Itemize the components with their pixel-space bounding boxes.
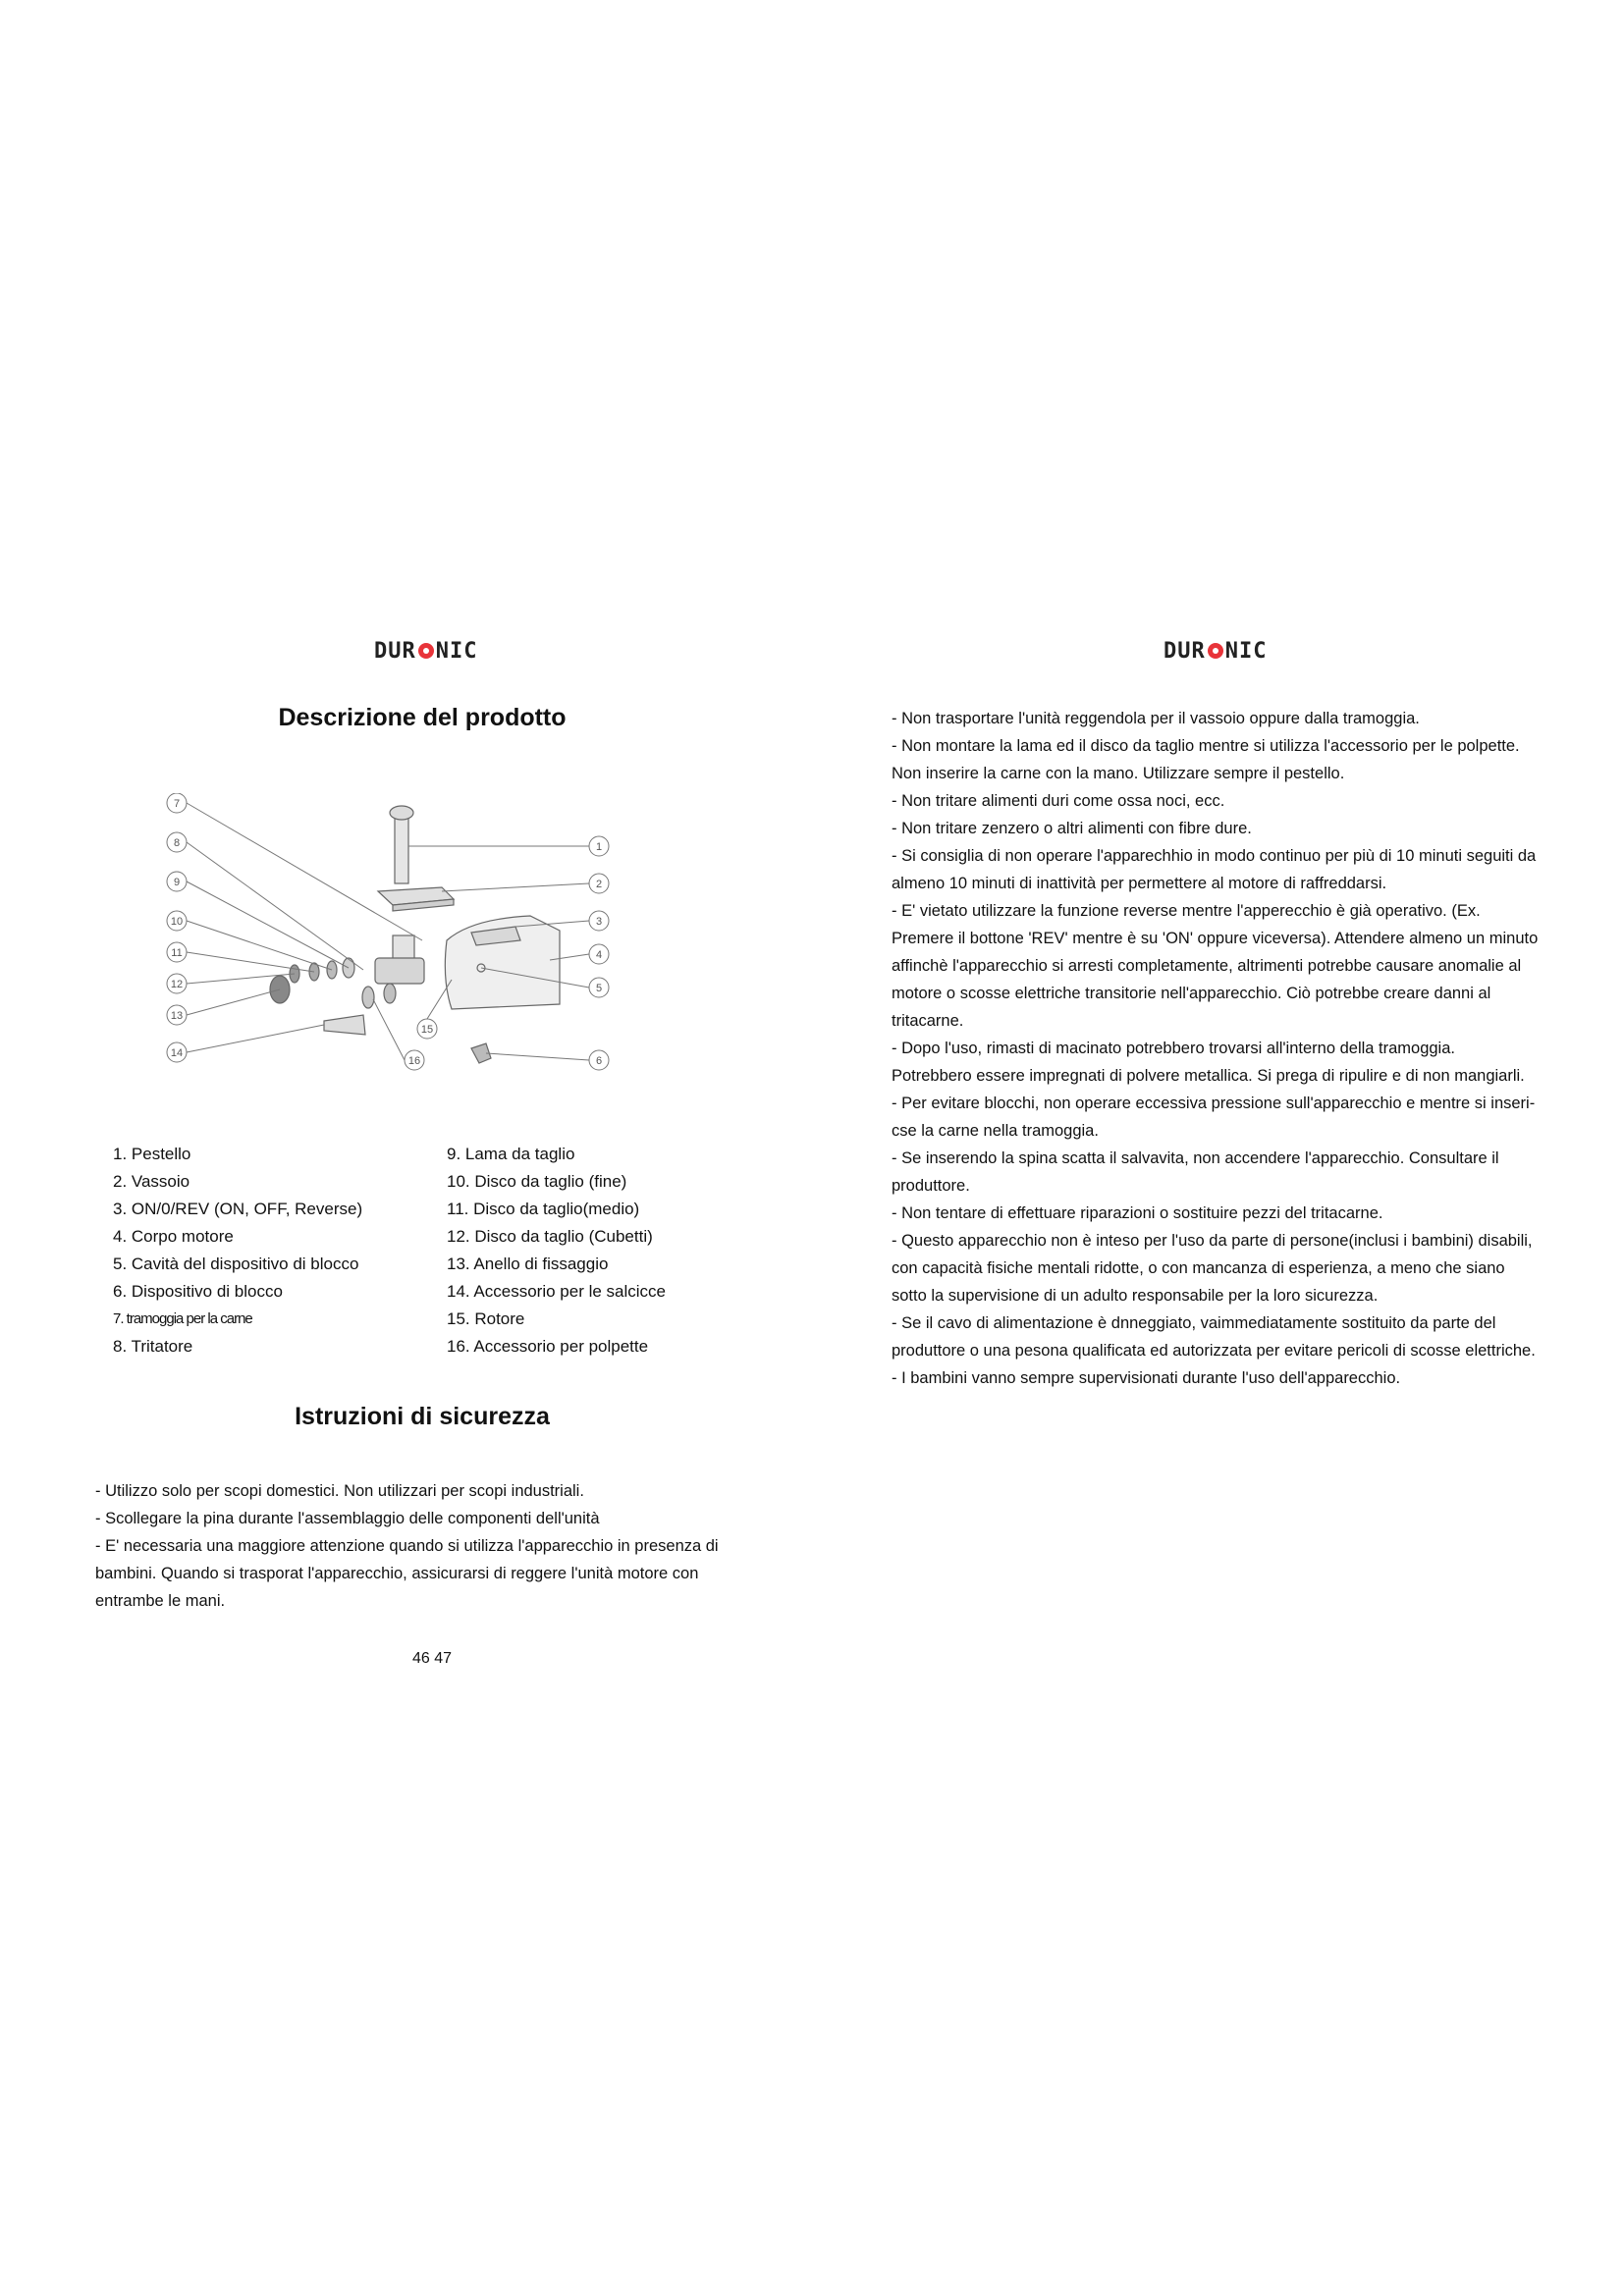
callout-9: 9 (173, 877, 181, 888)
callout-12: 12 (170, 979, 184, 990)
safety-text-right (892, 705, 1540, 1392)
part-item: 9. Lama da taglio (447, 1145, 575, 1163)
part-item: 13. Anello di fissaggio (447, 1255, 609, 1273)
safety-line: - Non montare la lama ed il disco da taglio mentre si utilizza l'accessorio per le polpette. Non inserire la carne con la mano. Utilizzare sempre il pestello. (892, 737, 1520, 782)
callout-3: 3 (595, 916, 603, 928)
safety-line: - Non tentare di effettuare riparazioni o sostituire pezzi del tritacarne. (892, 1204, 1383, 1222)
safety-line: - Dopo l'uso, rimasti di macinato potrebbero trovarsi all'interno della tramoggia. Potrebbero essere impregnati di polvere metallica. Si prega di ripulire e di non mangiarli. (892, 1040, 1525, 1085)
callout-11: 11 (171, 947, 183, 959)
safety-line: - Se inserendo la spina scatta il salvavita, non accendere l'apparecchio. Consultare il produttore. (892, 1149, 1499, 1195)
part-item: 5. Cavità del dispositivo di blocco (113, 1255, 359, 1273)
part-item: 16. Accessorio per polpette (447, 1337, 649, 1356)
parts-list-left (113, 1141, 427, 1361)
callout-8: 8 (173, 837, 181, 849)
logo-text-pre: DUR (1164, 638, 1206, 664)
safety-line: - Questo apparecchio non è inteso per l'uso da parte di persone(inclusi i bambini) disabili, con capacità fisiche mentali ridotte, o con mancanza di esperienza, a meno che siano sotto la supervisione di un adulto responsabile per la loro sicurezza. (892, 1232, 1533, 1305)
part-item: 15. Rotore (447, 1309, 525, 1328)
callout-15: 15 (420, 1024, 434, 1036)
logo-text-post: NIC (435, 638, 478, 664)
safety-line: - E' necessaria una maggiore attenzione quando si utilizza l'apparecchio in presenza di bambini. Quando si trasporat l'apparecchio, assicurarsi di reggere l'unità motore con entrambe le mani. (95, 1537, 719, 1610)
callout-2: 2 (595, 879, 603, 890)
part-item: 8. Tritatore (113, 1337, 193, 1356)
safety-line: - Non tritare zenzero o altri alimenti con fibre dure. (892, 820, 1252, 837)
page-numbers: 46 47 (411, 1650, 453, 1667)
callout-10: 10 (170, 916, 184, 928)
callout-5: 5 (595, 983, 603, 994)
safety-line: - Utilizzo solo per scopi domestici. Non utilizzari per scopi industriali. (95, 1482, 584, 1500)
callout-7: 7 (173, 798, 181, 810)
part-item: 3. ON/0/REV (ON, OFF, Reverse) (113, 1200, 363, 1218)
parts-list-right (447, 1141, 771, 1361)
part-item: 7. tramoggia per la carne (113, 1310, 252, 1327)
duronic-logo-left (374, 636, 478, 666)
part-item: 4. Corpo motore (113, 1227, 234, 1246)
meat-grinder-diagram (147, 793, 619, 1107)
safety-line: - Non trasportare l'unità reggendola per il vassoio oppure dalla tramoggia. (892, 710, 1420, 727)
callout-1: 1 (595, 841, 603, 853)
part-item: 14. Accessorio per le salcicce (447, 1282, 666, 1301)
safety-line: - I bambini vanno sempre supervisionati durante l'uso dell'apparecchio. (892, 1369, 1401, 1387)
logo-text-pre: DUR (374, 638, 416, 664)
logo-ring-icon (418, 643, 434, 659)
part-item: 6. Dispositivo di blocco (113, 1282, 283, 1301)
callout-16: 16 (407, 1055, 421, 1067)
safety-line: - Non tritare alimenti duri come ossa noci, ecc. (892, 792, 1225, 810)
logo-ring-icon (1208, 643, 1223, 659)
callout-4: 4 (595, 949, 603, 961)
part-item: 1. Pestello (113, 1145, 191, 1163)
callout-6: 6 (595, 1055, 603, 1067)
safety-line: - Si consiglia di non operare l'apparechhio in modo continuo per più di 10 minuti seguiti da almeno 10 minuti di inattività per permettere al motore di raffreddarsi. (892, 847, 1537, 892)
part-item: 10. Disco da taglio (fine) (447, 1172, 627, 1191)
part-item: 11. Disco da taglio(medio) (447, 1200, 640, 1218)
part-item: 2. Vassoio (113, 1172, 190, 1191)
safety-line: - Scollegare la pina durante l'assemblaggio delle componenti dell'unità (95, 1510, 600, 1527)
callout-13: 13 (170, 1010, 184, 1022)
part-item: 12. Disco da taglio (Cubetti) (447, 1227, 653, 1246)
safety-instructions-title: Istruzioni di sicurezza (295, 1403, 550, 1430)
safety-line: - Se il cavo di alimentazione è dnneggiato, vaimmediatamente sostituito da parte del produttore o una pesona qualificata ed autorizzata per evitare pericoli di scosse elettriche. (892, 1314, 1536, 1360)
duronic-logo-right (1164, 636, 1268, 666)
safety-text-left (95, 1477, 733, 1615)
product-description-title: Descrizione del prodotto (278, 704, 567, 731)
logo-text-post: NIC (1224, 638, 1268, 664)
safety-line: - E' vietato utilizzare la funzione reverse mentre l'apperecchio è già operativo. (Ex. Premere il bottone 'REV' mentre è su 'ON' oppure viceversa). Attendere almeno un minuto affinchè l'apparecchio si arresti completamente, altrimenti potrebbe causare anomalie al motore o scosse elettriche transitorie nell'apparecchio. Ciò potrebbe creare danni al tritacarne. (892, 902, 1539, 1030)
callout-14: 14 (170, 1047, 184, 1059)
safety-line: - Per evitare blocchi, non operare eccessiva pressione sull'apparecchio e mentre si insericse la carne nella tramoggia. (892, 1095, 1536, 1140)
